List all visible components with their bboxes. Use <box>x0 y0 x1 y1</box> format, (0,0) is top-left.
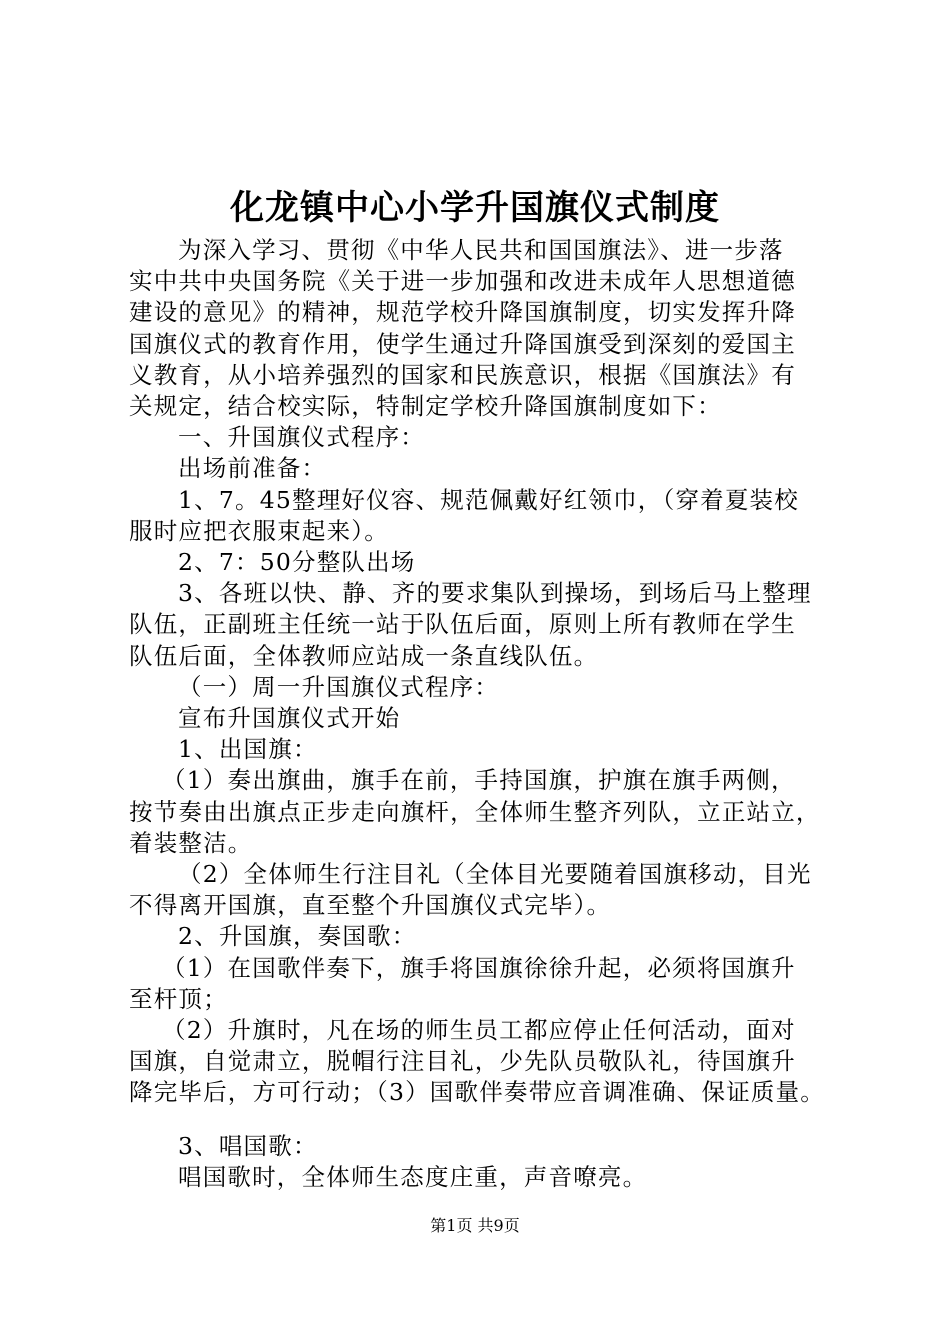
body-line: （1）在国歌伴奏下，旗手将国旗徐徐升起，必须将国旗升 <box>162 953 796 982</box>
body-line: （一）周一升国旗仪式程序： <box>178 672 500 701</box>
body-line: 着装整洁。 <box>129 828 253 857</box>
body-line: 队伍后面，全体教师应站成一条直线队伍。 <box>129 641 599 670</box>
document-body <box>129 235 841 1193</box>
body-line: 宣布升国旗仪式开始 <box>178 704 401 733</box>
body-line: 出场前准备： <box>178 454 327 483</box>
body-line: 按节奏由出旗点正步走向旗杆，全体师生整齐列队，立正站立， <box>129 797 821 826</box>
body-line: 唱国歌时，全体师生态度庄重，声音嘹亮。 <box>178 1162 648 1191</box>
body-line: 至杆顶； <box>129 984 228 1013</box>
body-line: 关规定，结合校实际，特制定学校升降国旗制度如下： <box>129 392 722 421</box>
body-line: 不得离开国旗，直至整个升国旗仪式完毕）。 <box>129 891 612 920</box>
body-line: 队伍，正副班主任统一站于队伍后面，原则上所有教师在学生 <box>129 610 796 639</box>
body-line: 2、升国旗，奏国歌： <box>178 922 417 951</box>
body-line: 义教育，从小培养强烈的国家和民族意识，根据《国旗法》有 <box>129 360 796 389</box>
body-line: 2、7：50分整队出场 <box>178 548 416 577</box>
body-line: 1、出国旗： <box>178 735 318 764</box>
body-line: 3、各班以快、静、齐的要求集队到操场，到场后马上整理 <box>178 579 812 608</box>
body-line: 3、唱国歌： <box>178 1131 318 1160</box>
document-title: 化龙镇中心小学升国旗仪式制度 <box>230 188 720 228</box>
body-line: 一、升国旗仪式程序： <box>178 423 425 452</box>
body-line: 国旗，自觉肃立，脱帽行注目礼，少先队员敬队礼，待国旗升 <box>129 1047 796 1076</box>
body-line: 1、7。45整理好仪容、规范佩戴好红领巾，（穿着夏装校 <box>178 485 799 514</box>
body-line: 服时应把衣服束起来）。 <box>129 516 389 545</box>
paragraph-gap <box>129 1109 841 1131</box>
body-line: （2）全体师生行注目礼（全体目光要随着国旗移动，目光 <box>178 860 812 889</box>
body-line: （1）奏出旗曲，旗手在前，手持国旗，护旗在旗手两侧， <box>162 766 796 795</box>
body-line: 实中共中央国务院《关于进一步加强和改进未成年人思想道德 <box>129 267 796 296</box>
body-line: 国旗仪式的教育作用，使学生通过升降国旗受到深刻的爱国主 <box>129 329 796 358</box>
body-line: 建设的意见》的精神，规范学校升降国旗制度，切实发挥升降 <box>129 298 796 327</box>
body-line: （2）升旗时，凡在场的师生员工都应停止任何活动，面对 <box>162 1016 796 1045</box>
body-line: 降完毕后，方可行动；（3）国歌伴奏带应音调准确、保证质量。 <box>129 1078 826 1107</box>
page-footer: 第1页 共9页 <box>430 1216 520 1235</box>
body-line: 为深入学习、贯彻《中华人民共和国国旗法》、进一步落 <box>178 236 784 264</box>
